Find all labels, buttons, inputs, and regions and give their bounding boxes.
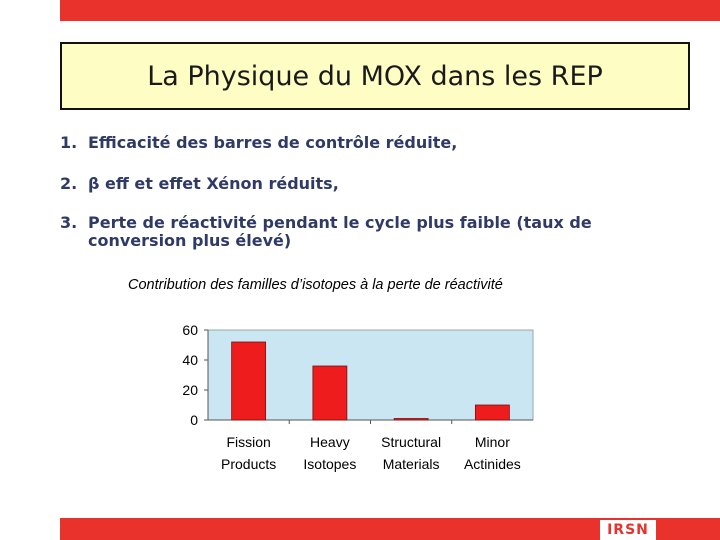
page-title: La Physique du MOX dans les REP <box>147 60 603 92</box>
x-tick-label: Fission <box>226 434 271 450</box>
y-tick-label: 20 <box>182 382 198 398</box>
y-tick-label: 60 <box>182 322 198 338</box>
x-tick-label: Materials <box>382 456 440 472</box>
x-tick-label: Products <box>221 456 277 472</box>
list-item-text: Efficacité des barres de contrôle réduite, <box>88 133 458 152</box>
logo-text: IRSN <box>607 522 649 538</box>
bar <box>232 342 266 420</box>
bar <box>313 366 347 420</box>
list-item-number: 3. <box>60 213 78 232</box>
x-tick-label: Isotopes <box>303 456 357 472</box>
x-tick-label: Structural <box>381 434 442 450</box>
y-tick-label: 40 <box>182 352 198 368</box>
x-tick-label: Actinides <box>463 456 521 472</box>
list-item-text: Perte de réactivité pendant le cycle plus faible (taux de conversion plus élevé) <box>88 213 592 250</box>
y-tick-label: 0 <box>190 412 198 428</box>
list-item-number: 2. <box>60 174 78 193</box>
bar <box>394 419 428 421</box>
list-item-text: β eff et effet Xénon réduits, <box>88 174 339 193</box>
irsn-logo <box>600 520 656 540</box>
bar <box>475 405 509 420</box>
chart-caption: Contribution des familles d’isotopes à la perte de réactivité <box>128 277 503 293</box>
list-item-number: 1. <box>60 133 78 152</box>
x-tick-label: Minor <box>474 434 510 450</box>
x-tick-label: Heavy <box>310 434 350 450</box>
